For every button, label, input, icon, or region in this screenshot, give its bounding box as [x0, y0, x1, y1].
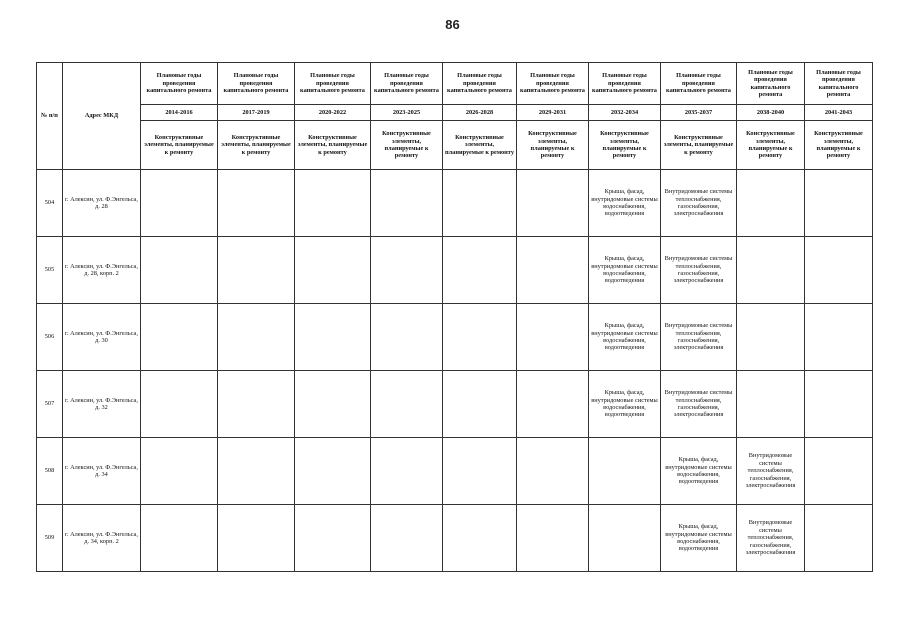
plan-header: Плановые годы проведения капитального ремонта	[218, 63, 295, 105]
repair-elements-cell	[443, 505, 517, 572]
repair-elements-cell	[805, 304, 873, 371]
table-row	[37, 304, 873, 371]
row-address: г. Алексин, ул. Ф.Энгельса, д. 34	[63, 438, 141, 505]
elements-header: Конструктивные элементы, планируемые к ремонту	[218, 121, 295, 170]
row-address: г. Алексин, ул. Ф.Энгельса, д. 28	[63, 170, 141, 237]
plan-header: Плановые годы проведения капитального ремонта	[661, 63, 737, 105]
period-header: 2041-2043	[805, 105, 873, 121]
repair-elements-cell	[295, 371, 371, 438]
repair-elements-cell	[218, 170, 295, 237]
elements-header: Конструктивные элементы, планируемые к ремонту	[661, 121, 737, 170]
table-row	[37, 237, 873, 304]
elements-header: Конструктивные элементы, планируемые к ремонту	[517, 121, 589, 170]
period-header: 2014-2016	[141, 105, 218, 121]
repair-elements-cell	[737, 371, 805, 438]
plan-header: Плановые годы проведения капитального ремонта	[141, 63, 218, 105]
table-row	[37, 438, 873, 505]
repair-elements-cell	[805, 438, 873, 505]
repair-elements-cell: Внутридомовые системы теплоснабжения, газоснабжения, электроснабжения	[737, 438, 805, 505]
repair-elements-cell	[517, 170, 589, 237]
address-header: Адрес МКД	[63, 63, 141, 170]
repair-elements-cell	[443, 438, 517, 505]
row-number: 506	[37, 304, 63, 371]
row-number: 504	[37, 170, 63, 237]
capital-repair-table	[36, 62, 873, 572]
plan-header: Плановые годы проведения капитального ремонта	[589, 63, 661, 105]
repair-elements-cell	[805, 237, 873, 304]
plan-header: Плановые годы проведения капитального ремонта	[805, 63, 873, 105]
row-number: 509	[37, 505, 63, 572]
header-row-years	[37, 105, 873, 121]
elements-header: Конструктивные элементы, планируемые к ремонту	[805, 121, 873, 170]
repair-elements-cell: Крыша, фасад, внутридомовые системы водоснабжения, водоотведения	[589, 237, 661, 304]
period-header: 2035-2037	[661, 105, 737, 121]
repair-elements-cell	[517, 304, 589, 371]
repair-elements-cell	[295, 304, 371, 371]
repair-elements-cell	[371, 237, 443, 304]
period-header: 2029-2031	[517, 105, 589, 121]
repair-elements-cell	[805, 371, 873, 438]
repair-elements-cell	[295, 438, 371, 505]
repair-elements-cell: Внутридомовые системы теплоснабжения, газоснабжения, электроснабжения	[661, 304, 737, 371]
row-number: 508	[37, 438, 63, 505]
repair-elements-cell: Крыша, фасад, внутридомовые системы водоснабжения, водоотведения	[661, 438, 737, 505]
period-header: 2023-2025	[371, 105, 443, 121]
elements-header: Конструктивные элементы, планируемые к ремонту	[295, 121, 371, 170]
period-header: 2026-2028	[443, 105, 517, 121]
repair-elements-cell: Крыша, фасад, внутридомовые системы водоснабжения, водоотведения	[589, 371, 661, 438]
repair-elements-cell	[371, 505, 443, 572]
plan-header: Плановые годы проведения капитального ремонта	[517, 63, 589, 105]
repair-elements-cell	[295, 170, 371, 237]
row-address: г. Алексин, ул. Ф.Энгельса, д. 34, корп. 2	[63, 505, 141, 572]
repair-elements-cell	[141, 505, 218, 572]
repair-elements-cell	[141, 371, 218, 438]
repair-elements-cell	[805, 170, 873, 237]
table-row	[37, 170, 873, 237]
elements-header: Конструктивные элементы, планируемые к ремонту	[737, 121, 805, 170]
repair-elements-cell: Крыша, фасад, внутридомовые системы водоснабжения, водоотведения	[589, 170, 661, 237]
repair-elements-cell	[141, 170, 218, 237]
repair-elements-cell	[517, 371, 589, 438]
repair-elements-cell: Внутридомовые системы теплоснабжения, газоснабжения, электроснабжения	[737, 505, 805, 572]
repair-elements-cell: Крыша, фасад, внутридомовые системы водоснабжения, водоотведения	[661, 505, 737, 572]
repair-elements-cell	[218, 371, 295, 438]
elements-header: Конструктивные элементы, планируемые к ремонту	[443, 121, 517, 170]
repair-elements-cell	[218, 304, 295, 371]
row-number: 505	[37, 237, 63, 304]
plan-header: Плановые годы проведения капитального ремонта	[371, 63, 443, 105]
repair-elements-cell	[443, 170, 517, 237]
repair-elements-cell	[805, 505, 873, 572]
repair-elements-cell	[443, 371, 517, 438]
elements-header: Конструктивные элементы, планируемые к ремонту	[589, 121, 661, 170]
row-address: г. Алексин, ул. Ф.Энгельса, д. 32	[63, 371, 141, 438]
repair-elements-cell	[371, 304, 443, 371]
repair-elements-cell	[141, 438, 218, 505]
repair-elements-cell	[589, 438, 661, 505]
repair-elements-cell	[517, 237, 589, 304]
header-row-plan	[37, 63, 873, 105]
elements-header: Конструктивные элементы, планируемые к ремонту	[141, 121, 218, 170]
repair-elements-cell	[517, 438, 589, 505]
repair-elements-cell	[443, 304, 517, 371]
elements-header: Конструктивные элементы, планируемые к ремонту	[371, 121, 443, 170]
table-row	[37, 505, 873, 572]
repair-elements-cell: Внутридомовые системы теплоснабжения, газоснабжения, электроснабжения	[661, 237, 737, 304]
repair-elements-cell	[371, 371, 443, 438]
repair-elements-cell	[295, 237, 371, 304]
row-address: г. Алексин, ул. Ф.Энгельса, д. 30	[63, 304, 141, 371]
table-row	[37, 371, 873, 438]
period-header: 2020-2022	[295, 105, 371, 121]
repair-elements-cell	[737, 304, 805, 371]
repair-elements-cell: Внутридомовые системы теплоснабжения, газоснабжения, электроснабжения	[661, 371, 737, 438]
period-header: 2017-2019	[218, 105, 295, 121]
repair-elements-cell: Крыша, фасад, внутридомовые системы водоснабжения, водоотведения	[589, 304, 661, 371]
repair-elements-cell	[737, 170, 805, 237]
repair-elements-cell	[589, 505, 661, 572]
repair-elements-cell	[737, 237, 805, 304]
repair-elements-cell	[218, 505, 295, 572]
plan-header: Плановые годы проведения капитального ремонта	[295, 63, 371, 105]
repair-elements-cell	[443, 237, 517, 304]
repair-elements-cell	[141, 237, 218, 304]
repair-elements-cell	[218, 438, 295, 505]
repair-elements-cell	[371, 170, 443, 237]
period-header: 2038-2040	[737, 105, 805, 121]
repair-elements-cell	[218, 237, 295, 304]
repair-elements-cell	[295, 505, 371, 572]
repair-elements-cell	[517, 505, 589, 572]
header-row-elements	[37, 121, 873, 170]
repair-elements-cell	[141, 304, 218, 371]
repair-elements-cell	[371, 438, 443, 505]
row-address: г. Алексин, ул. Ф.Энгельса, д. 28, корп. 2	[63, 237, 141, 304]
row-number: 507	[37, 371, 63, 438]
repair-elements-cell: Внутридомовые системы теплоснабжения, газоснабжения, электроснабжения	[661, 170, 737, 237]
plan-header: Плановые годы проведения капитального ремонта	[737, 63, 805, 105]
period-header: 2032-2034	[589, 105, 661, 121]
plan-header: Плановые годы проведения капитального ремонта	[443, 63, 517, 105]
page-number: 86	[445, 17, 460, 32]
num-header: № п/п	[37, 63, 63, 170]
